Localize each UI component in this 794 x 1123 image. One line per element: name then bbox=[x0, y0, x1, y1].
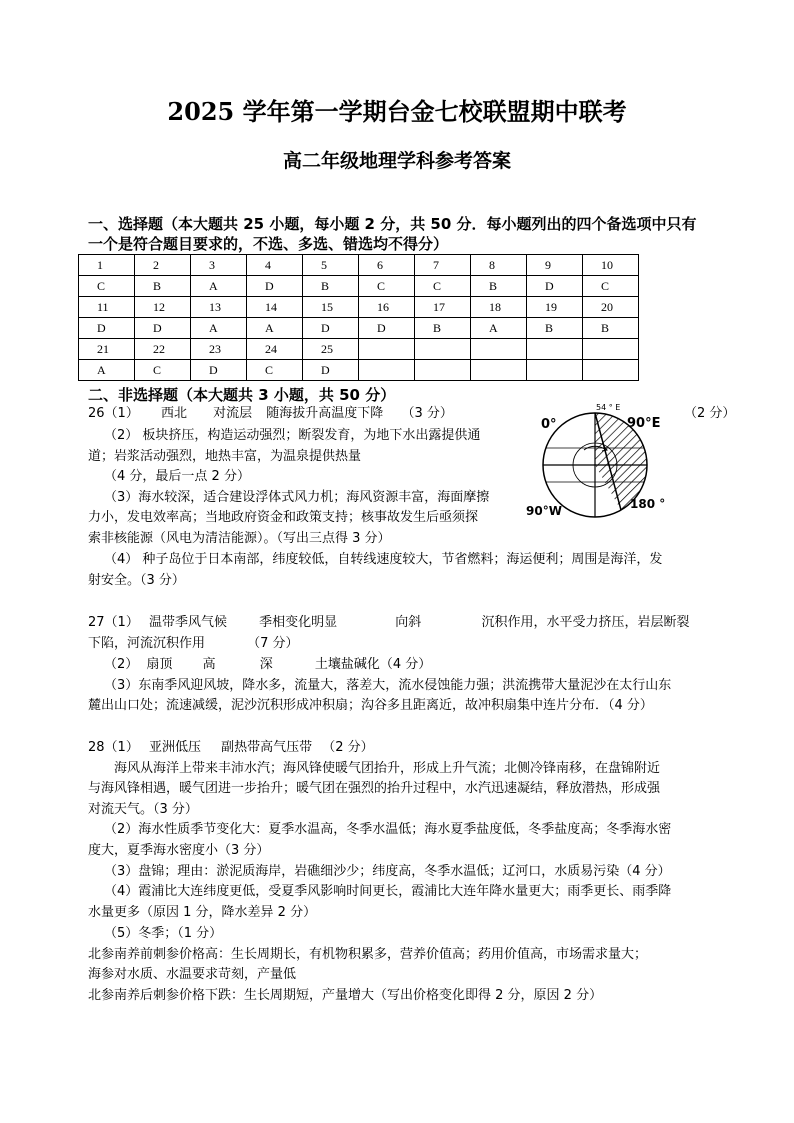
q27-line1 bbox=[88, 615, 689, 630]
label-0: 0° bbox=[541, 417, 557, 432]
table-cell: A bbox=[79, 360, 135, 381]
q27-num: 27（1） bbox=[88, 615, 139, 630]
q28-p3: （3）盘锦；理由：淤泥质海岸，岩礁细沙少；纬度高，冬季水温低；辽河口，水质易污染（4 分） bbox=[104, 864, 671, 879]
table-cell: 11 bbox=[79, 297, 135, 318]
q27-p2-a4: 土壤盐碱化（4 分） bbox=[314, 657, 432, 672]
table-cell: A bbox=[191, 318, 247, 339]
label-54e: 54 ° E bbox=[596, 403, 621, 412]
table-row bbox=[79, 276, 639, 297]
q27-p3-line2: 麓出山口处；流速减缓，泥沙沉积形成冲积扇；沟谷多且距离近，故冲积扇集中连片分布．（4 分） bbox=[88, 698, 653, 713]
q27-line2 bbox=[88, 636, 299, 651]
q28-p4-line1: （4）霞浦比大连纬度更低，受夏季风影响时间更长，霞浦比大连年降水量更大；雨季更长、雨季降 bbox=[104, 884, 672, 899]
q28-a3: （2 分） bbox=[322, 740, 374, 755]
q28-p2-line2: 度大，夏季海水密度小（3 分） bbox=[88, 843, 270, 858]
table-cell: B bbox=[415, 318, 471, 339]
q26-p2-line2: 道；岩浆活动强烈，地热丰富，为温泉提供热量 bbox=[88, 449, 362, 464]
q26-a2: 对流层 bbox=[213, 406, 253, 421]
q28-line1 bbox=[88, 740, 374, 755]
table-row bbox=[79, 255, 639, 276]
q27-p2-a1: 扇顶 bbox=[146, 657, 173, 672]
table-cell: B bbox=[303, 276, 359, 297]
table-cell: 21 bbox=[79, 339, 135, 360]
q28-a2: 副热带高气压带 bbox=[221, 740, 313, 755]
table-cell: A bbox=[191, 276, 247, 297]
table-cell: C bbox=[359, 276, 415, 297]
section1-heading-line1: 一、选择题（本大题共 25 小题，每小题 2 分，共 50 分．每小题列出的四个备选项中只有 bbox=[88, 215, 697, 233]
table-cell: D bbox=[247, 276, 303, 297]
table-cell: C bbox=[135, 360, 191, 381]
q26-p2-line3: （4 分，最后一点 2 分） bbox=[104, 469, 250, 484]
table-cell: D bbox=[303, 318, 359, 339]
table-cell: 10 bbox=[583, 255, 639, 276]
page-subtitle: 高二年级地理学科参考答案 bbox=[282, 150, 511, 172]
table-cell bbox=[583, 339, 639, 360]
table-cell: B bbox=[583, 318, 639, 339]
table-cell: C bbox=[247, 360, 303, 381]
table-cell: 24 bbox=[247, 339, 303, 360]
table-cell: 2 bbox=[135, 255, 191, 276]
q26-p4-line1: （4） 种子岛位于日本南部，纬度较低，自转线速度较大，节省燃料；海运便利；周围是海洋，发 bbox=[104, 552, 663, 567]
table-cell: 1 bbox=[79, 255, 135, 276]
table-cell bbox=[359, 339, 415, 360]
table-cell: 13 bbox=[191, 297, 247, 318]
q27-p3-line1: （3）东南季风迎风坡，降水多，流量大，落差大，流水侵蚀能力强；洪流携带大量泥沙在太行山东 bbox=[104, 678, 672, 693]
table-cell: C bbox=[415, 276, 471, 297]
q26-p3-line1: （3）海水较深，适合建设浮体式风力机；海风资源丰富，海面摩擦 bbox=[104, 490, 490, 505]
q28-num: 28（1） bbox=[88, 740, 139, 755]
q28-a1: 亚洲低压 bbox=[148, 740, 201, 755]
q27-a3: 向斜 bbox=[395, 615, 422, 630]
q27-p2-a3: 深 bbox=[259, 657, 273, 672]
answer-table bbox=[78, 254, 639, 381]
q26-p3-line2: 力小，发电效率高；当地政府资金和政策支持；核事故发生后亟须探 bbox=[88, 510, 479, 525]
diagram-score: （2 分） bbox=[684, 406, 736, 421]
q26-a1: 西北 bbox=[160, 406, 187, 421]
q27-l2b: （7 分） bbox=[247, 636, 299, 651]
table-cell bbox=[583, 360, 639, 381]
table-cell: 17 bbox=[415, 297, 471, 318]
q27-p2-a2: 高 bbox=[202, 657, 216, 672]
table-cell: D bbox=[527, 276, 583, 297]
q28-p7: 北参南养后刺参价格下跌：生长周期短，产量增大（写出价格变化即得 2 分，原因 2 分） bbox=[88, 988, 603, 1003]
table-cell: D bbox=[303, 360, 359, 381]
table-cell bbox=[415, 339, 471, 360]
q28-p2-line1: （2）海水性质季节变化大：夏季水温高，冬季水温低；海水夏季盐度低，冬季盐度高；冬季海水密 bbox=[104, 822, 672, 837]
table-cell: 5 bbox=[303, 255, 359, 276]
table-cell: 16 bbox=[359, 297, 415, 318]
table-cell: B bbox=[471, 276, 527, 297]
table-cell: B bbox=[527, 318, 583, 339]
table-cell: D bbox=[191, 360, 247, 381]
q27-l2a: 下陷，河流沉积作用 bbox=[88, 636, 206, 651]
q26-line1 bbox=[88, 406, 453, 421]
table-cell: D bbox=[135, 318, 191, 339]
table-cell bbox=[527, 339, 583, 360]
table-cell: C bbox=[79, 276, 135, 297]
table-cell bbox=[527, 360, 583, 381]
table-cell: 20 bbox=[583, 297, 639, 318]
table-cell: 3 bbox=[191, 255, 247, 276]
label-90e: 90°E bbox=[627, 416, 661, 431]
label-180: 180 ° bbox=[630, 497, 666, 511]
table-cell: 23 bbox=[191, 339, 247, 360]
table-cell: 7 bbox=[415, 255, 471, 276]
q28-p6-line1: 北参南养前刺参价格高：生长周期长，有机物积累多，营养价值高；药用价值高，市场需求量大； bbox=[88, 947, 648, 962]
q27-p2 bbox=[104, 657, 431, 672]
table-cell: 15 bbox=[303, 297, 359, 318]
q26-p4-line2: 射安全。（3 分） bbox=[88, 573, 185, 588]
q28-p1-line2: 与海风锋相遇，暖气团进一步抬升；暖气团在强烈的抬升过程中，水汽迅速凝结，释放潜热，形成强 bbox=[88, 781, 661, 796]
section2-heading: 二、非选择题（本大题共 3 小题，共 50 分） bbox=[88, 386, 396, 404]
page-title: 2025 学年第一学期台金七校联盟期中联考 bbox=[167, 97, 627, 126]
q26-num: 26（1） bbox=[88, 406, 139, 421]
table-cell bbox=[415, 360, 471, 381]
q28-p4-line2: 水量更多（原因 1 分，降水差异 2 分） bbox=[88, 905, 317, 920]
table-cell: 4 bbox=[247, 255, 303, 276]
q28-p5: （5）冬季；（1 分） bbox=[104, 926, 223, 941]
q27-p2-num: （2） bbox=[104, 657, 139, 672]
section1-heading-line2: 一个是符合题目要求的，不选、多选、错选均不得分） bbox=[88, 235, 449, 253]
table-row bbox=[79, 297, 639, 318]
table-cell: A bbox=[471, 318, 527, 339]
table-cell: 14 bbox=[247, 297, 303, 318]
q27-a2: 季相变化明显 bbox=[259, 615, 338, 630]
table-cell: 9 bbox=[527, 255, 583, 276]
table-cell bbox=[471, 339, 527, 360]
table-cell: 18 bbox=[471, 297, 527, 318]
q26-a4: （3 分） bbox=[401, 406, 453, 421]
table-row bbox=[79, 318, 639, 339]
globe-diagram bbox=[520, 398, 670, 523]
table-cell: D bbox=[359, 318, 415, 339]
q26-a3: 随海拔升高温度下降 bbox=[266, 406, 384, 421]
label-90w: 90°W bbox=[526, 504, 562, 518]
table-cell: 6 bbox=[359, 255, 415, 276]
table-cell: 19 bbox=[527, 297, 583, 318]
q28-p1-line3: 对流天气。（3 分） bbox=[88, 802, 198, 817]
table-cell: 25 bbox=[303, 339, 359, 360]
table-cell: D bbox=[79, 318, 135, 339]
table-row bbox=[79, 360, 639, 381]
table-row bbox=[79, 339, 639, 360]
table-cell: 12 bbox=[135, 297, 191, 318]
table-cell bbox=[359, 360, 415, 381]
table-cell: C bbox=[583, 276, 639, 297]
table-cell bbox=[471, 360, 527, 381]
table-cell: A bbox=[247, 318, 303, 339]
q27-a4: 沉积作用，水平受力挤压，岩层断裂 bbox=[481, 615, 690, 630]
table-cell: 8 bbox=[471, 255, 527, 276]
table-cell: B bbox=[135, 276, 191, 297]
q26-p3-line3: 索非核能源（风电为清洁能源）。（写出三点得 3 分） bbox=[88, 531, 391, 546]
q28-p6-line2: 海参对水质、水温要求苛刻，产量低 bbox=[88, 967, 297, 982]
table-cell: 22 bbox=[135, 339, 191, 360]
q28-p1-line1: 海风从海洋上带来丰沛水汽；海风锋使暖气团抬升，形成上升气流；北侧冷锋南移，在盘锦附近 bbox=[114, 761, 661, 776]
q27-a1: 温带季风气候 bbox=[148, 615, 227, 630]
q26-p2-line1: （2） 板块挤压，构造运动强烈；断裂发育，为地下水出露提供通 bbox=[104, 428, 481, 443]
